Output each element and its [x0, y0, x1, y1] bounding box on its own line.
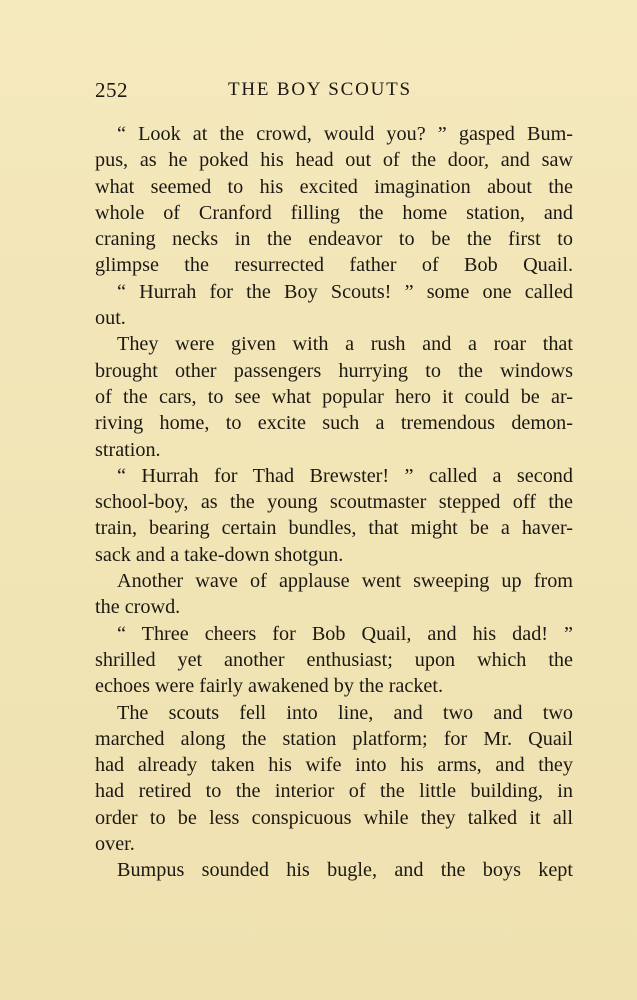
text-line: The scouts fell into line, and two and two: [117, 701, 573, 724]
body-text: [95, 121, 573, 884]
text-line: “ Hurrah for Thad Brewster! ” called a second: [117, 464, 573, 487]
text-line: sack and a take-down shotgun.: [95, 543, 344, 566]
text-line: Bumpus sounded his bugle, and the boys kept: [117, 859, 573, 882]
text-line: “ Three cheers for Bob Quail, and his dad! ”: [117, 622, 573, 645]
text-line: marched along the station platform; for Mr. Quail: [95, 727, 573, 750]
text-line: riving home, to excite such a tremendous demon-: [95, 412, 573, 435]
text-line: had already taken his wife into his arms, and they: [95, 754, 573, 777]
text-line: over.: [95, 833, 135, 856]
text-line: “ Hurrah for the Boy Scouts! ” some one called: [117, 280, 573, 303]
text-line: Another wave of applause went sweeping up from: [117, 570, 573, 593]
text-line: of the cars, to see what popular hero it could be ar-: [95, 385, 573, 408]
text-line: what seemed to his excited imagination about the: [95, 175, 573, 198]
text-line: craning necks in the endeavor to be the first to: [95, 228, 573, 251]
text-line: school-boy, as the young scoutmaster stepped off the: [95, 491, 573, 514]
page-header: [95, 78, 575, 104]
text-line: order to be less conspicuous while they talked it all: [95, 806, 573, 829]
text-line: They were given with a rush and a roar that: [117, 333, 573, 356]
text-line: pus, as he poked his head out of the door, and saw: [95, 149, 573, 172]
page-number: 252: [95, 78, 128, 102]
text-line: train, bearing certain bundles, that might be a haver-: [95, 517, 573, 540]
text-line: whole of Cranford filling the home station, and: [95, 201, 573, 224]
text-line: shrilled yet another enthusiast; upon which the: [95, 648, 573, 671]
text-line: “ Look at the crowd, would you? ” gasped Bum-: [117, 123, 573, 145]
text-line: brought other passengers hurrying to the windows: [95, 359, 573, 382]
text-line: echoes were fairly awakened by the racket.: [95, 675, 444, 698]
text-line: glimpse the resurrected father of Bob Quail.: [95, 254, 573, 277]
text-line: had retired to the interior of the little building, in: [95, 780, 573, 803]
text-line: out.: [95, 307, 126, 330]
text-line: stration.: [95, 438, 161, 461]
running-head: THE BOY SCOUTS: [228, 79, 412, 100]
text-line: the crowd.: [95, 596, 181, 619]
